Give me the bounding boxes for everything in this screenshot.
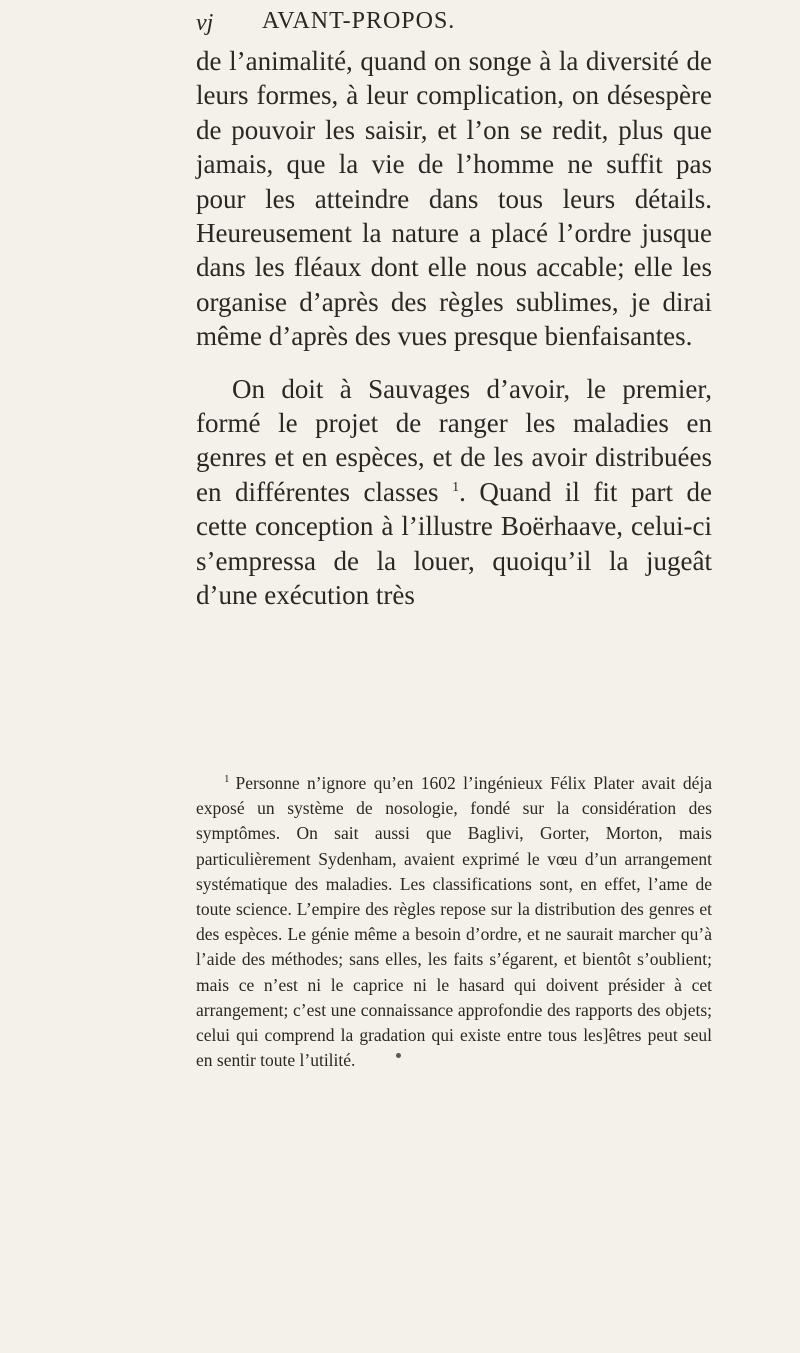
paragraph-2-text-before-ref: On doit à Sauvages d’avoir, le premier, formé le projet de ranger les maladies en genres et en espèces, et de les avoir distribuées en différentes classes xyxy=(196,373,712,507)
footnote-mark: 1 xyxy=(224,773,230,786)
paragraph-2 xyxy=(196,372,712,613)
footnote-reference: 1 xyxy=(452,479,460,495)
footnote-text: Personne n’ignore qu’en 1602 l’ingénieux Félix Plater avait déja exposé un système de nosologie, fondé sur la considération des symptômes. On sait aussi que Baglivi, Gorter, Morton, mais particulièrement Sydenham, avaient exprimé le vœu d’un arrangement systématique des maladies. Les classifications sont, en effet, l’ame de toute science. L’empire des règles repose sur la distribution des genres et des espèces. Le génie même a besoin d’ordre, et ne saurait marcher qu’à l’aide des méthodes; sans elles, les faits s’égarent, et bientôt s’oublient; mais ce n’est ni le caprice ni le hasard qui doivent présider à cet arrangement; c’est une connaissance approfondie des rapports des objets; celui qui comprend la gradation qui existe entre tous les]êtres peut seul en sentir toute l’utilité. xyxy=(196,773,712,1071)
ink-speck xyxy=(396,1053,401,1058)
footnote-paragraph xyxy=(196,771,712,1073)
page-number: vj xyxy=(196,10,214,36)
running-head: AVANT-PROPOS. xyxy=(262,8,456,34)
footnote xyxy=(196,771,712,1073)
paragraph-2-text-after-ref: . Quand il fit part de cette conception à l’illustre Boërhaave, celui-ci s’empressa de la louer, quoiqu’il la jugeât d’une exécution très xyxy=(196,476,712,611)
main-text xyxy=(196,44,712,613)
paragraph-1: de l’animalité, quand on songe à la diversité de leurs formes, à leur complication, on désespère de pouvoir les saisir, et l’on se redit, plus que jamais, que la vie de l’homme ne suffit pas pour les atteindre dans tous leurs détails. Heureusement la nature a placé l’ordre jusque dans les fléaux dont elle nous accable; elle les organise d’après des règles sublimes, je dirai même d’après des vues presque bienfaisantes. xyxy=(196,46,712,352)
